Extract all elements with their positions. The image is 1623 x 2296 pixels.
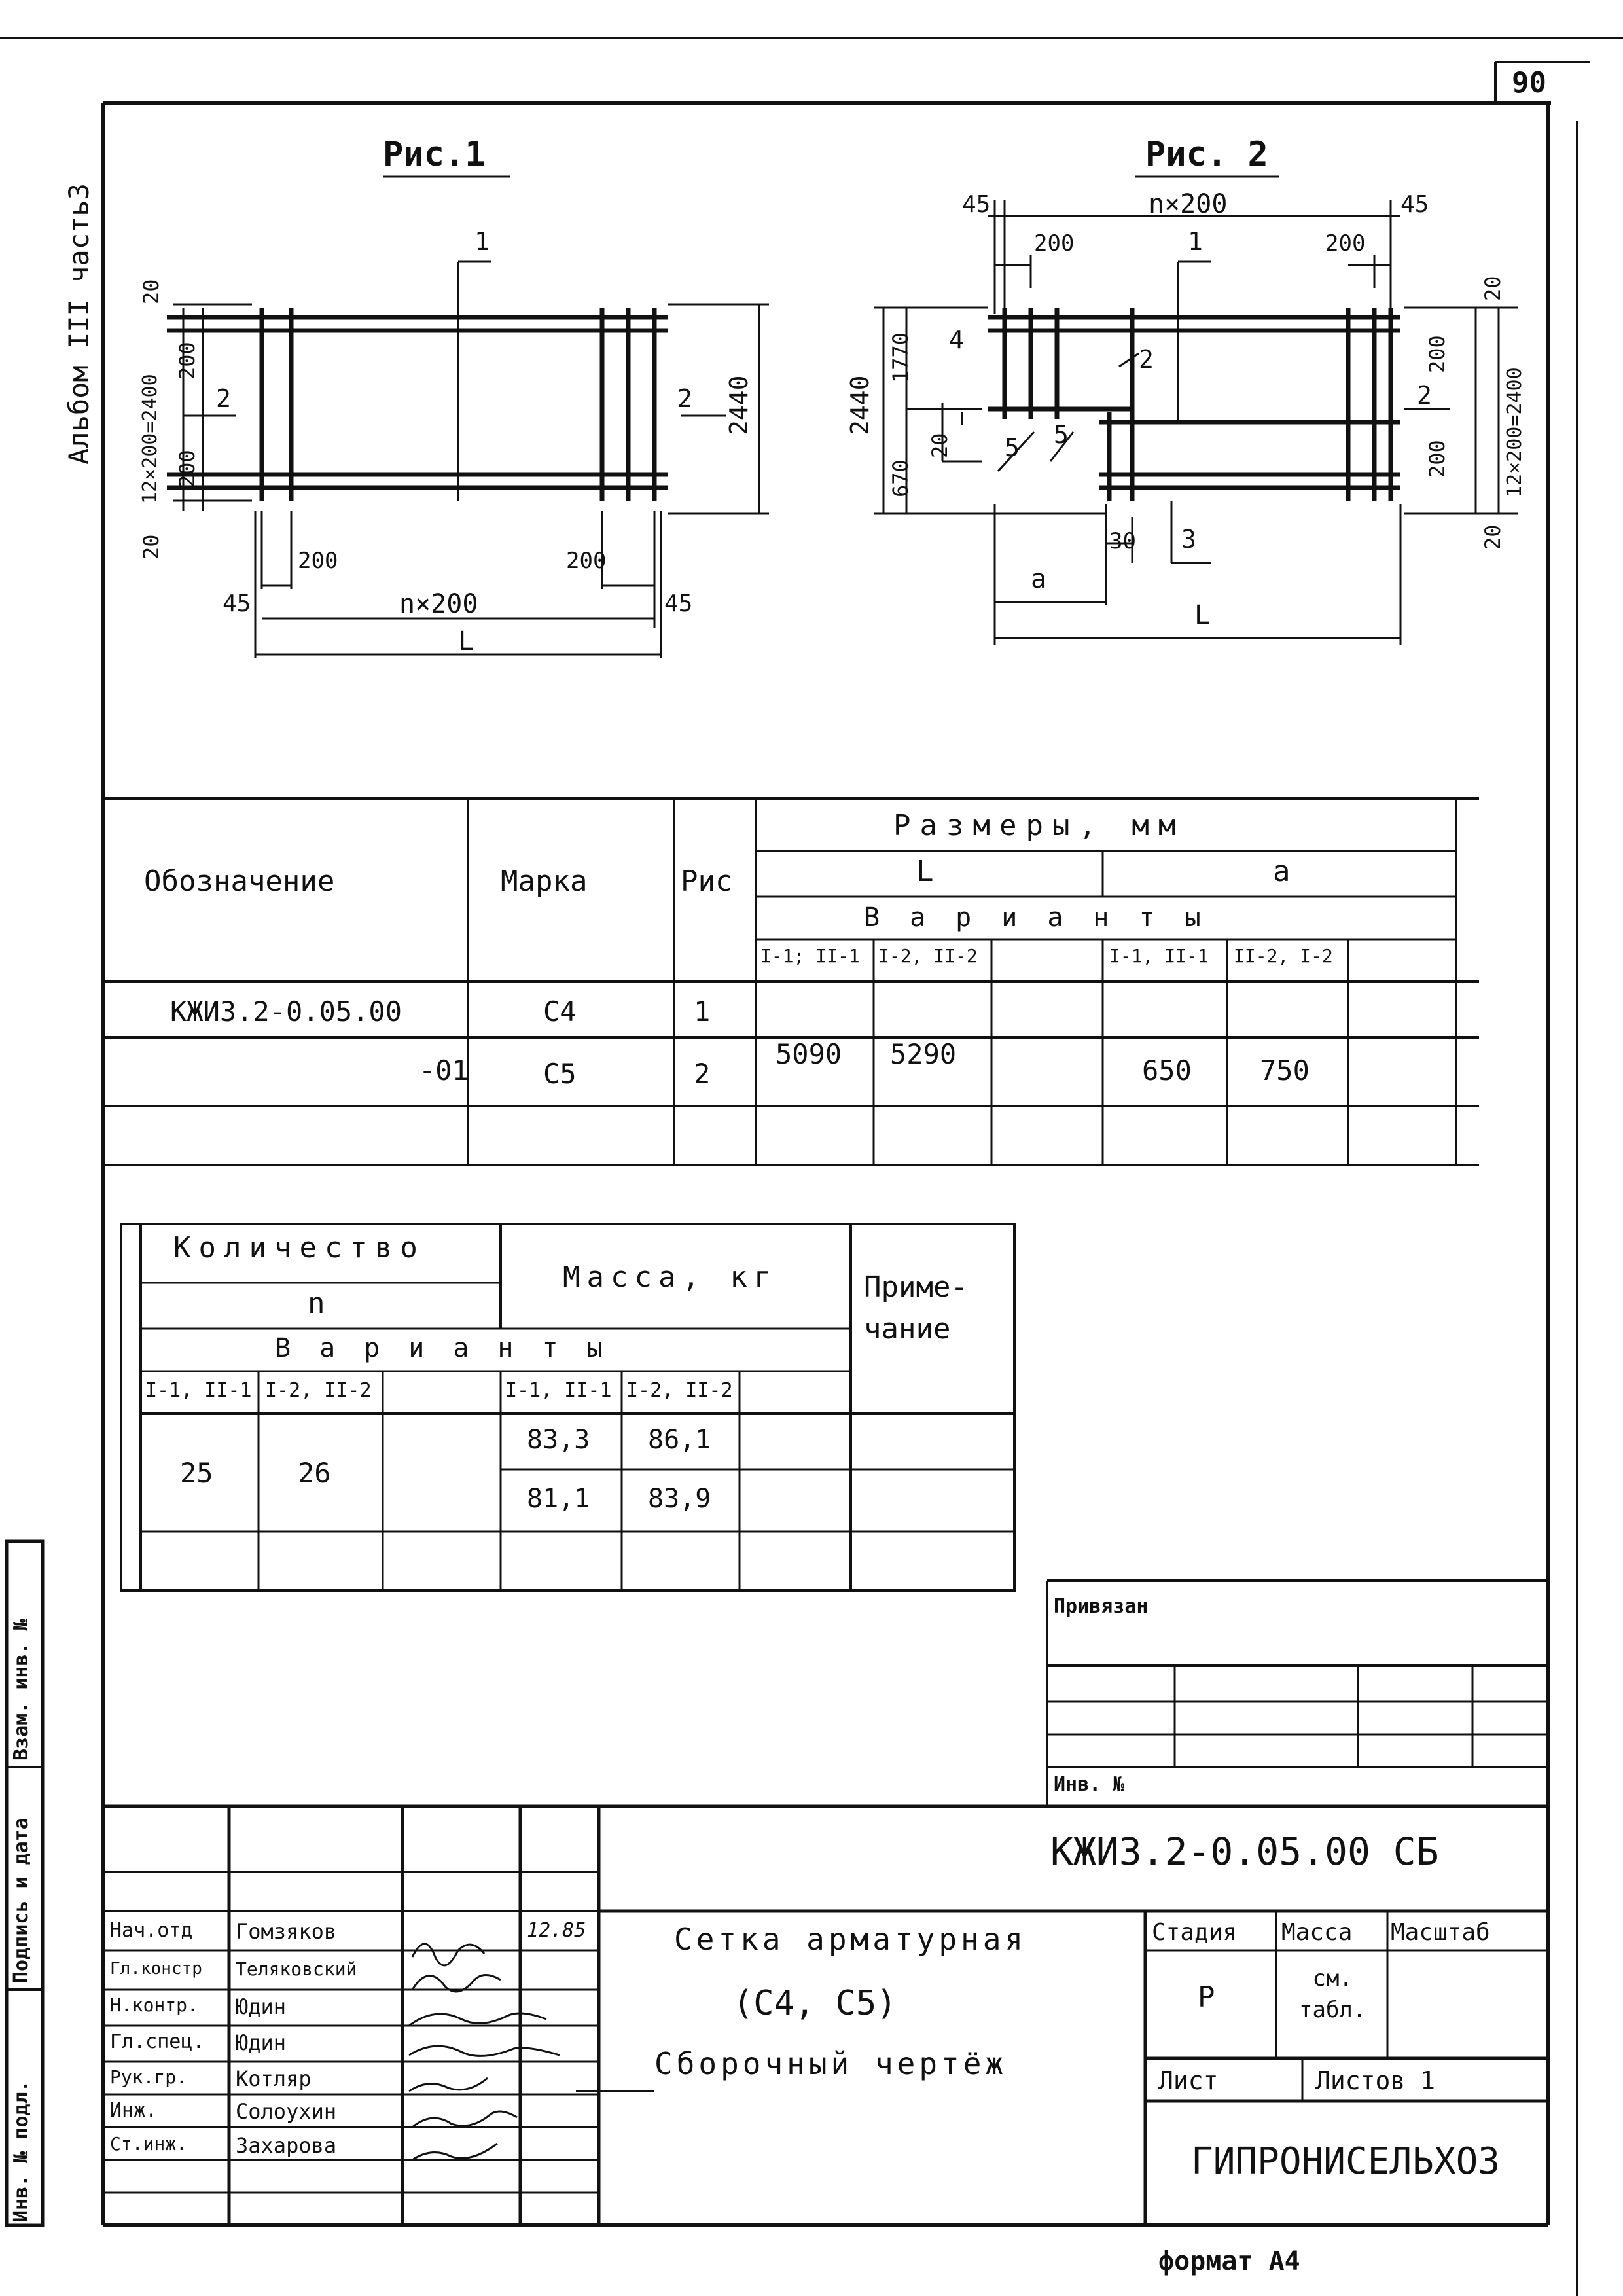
fig1-dim-L: L bbox=[458, 626, 474, 656]
page-number: 90 bbox=[1512, 66, 1546, 99]
role-1: Гл.констр bbox=[110, 1959, 202, 1979]
t1-a1: 650 bbox=[1142, 1054, 1192, 1086]
t2-n2: 26 bbox=[298, 1457, 331, 1489]
masshtab-header: Масштаб bbox=[1391, 1919, 1490, 1946]
fig2-dim-a: a bbox=[1031, 564, 1047, 594]
t1-row2-ris: 2 bbox=[694, 1058, 711, 1090]
t1-h-var: Варианты bbox=[864, 903, 1231, 933]
t1-L1: 5090 bbox=[776, 1038, 842, 1070]
doc-name-3: Сборочный чертёж bbox=[654, 2046, 1008, 2081]
t1-v4: II-2, I-2 bbox=[1234, 945, 1333, 967]
fig1-dim-grid: 12×200=2400 bbox=[139, 374, 162, 504]
name-3: Юдин bbox=[236, 2030, 287, 2055]
role-0: Нач.отд bbox=[110, 1919, 193, 1942]
fig2-label-5b: 5 bbox=[1054, 420, 1069, 449]
t1-L2: 5290 bbox=[890, 1038, 957, 1070]
fig2-dim-45l: 45 bbox=[962, 191, 991, 218]
fig2-dim-200l: 200 bbox=[1034, 230, 1075, 257]
t2-v3: I-1, II-1 bbox=[505, 1379, 612, 1402]
fig1-dim-200a: 200 bbox=[175, 342, 200, 380]
fig2-label-1: 1 bbox=[1188, 227, 1203, 256]
fig2-label-5a: 5 bbox=[1005, 433, 1020, 462]
name-2: Юдин bbox=[236, 1994, 287, 2019]
t2-h-prim: Приме- чание bbox=[864, 1270, 968, 1346]
fig2-dim-45r: 45 bbox=[1400, 191, 1429, 218]
t2-h-massa: Масса, кг bbox=[563, 1261, 778, 1294]
fig2-dim-2440: 2440 bbox=[846, 375, 874, 435]
fig2-dim-30: 30 bbox=[1109, 528, 1136, 554]
fig1-label-2l: 2 bbox=[216, 384, 231, 413]
role-3: Гл.спец. bbox=[110, 2030, 205, 2053]
fig2-dim-r20top: 20 bbox=[1480, 276, 1505, 301]
t1-v3: I-1, II-1 bbox=[1109, 945, 1209, 967]
fig1-dim-bottom: 20 bbox=[139, 534, 164, 560]
fig2-label-2: 2 bbox=[1139, 345, 1154, 374]
t1-v1: I-1; II-1 bbox=[760, 945, 860, 967]
fig2-dim-200r: 200 bbox=[1325, 230, 1366, 257]
fig1-dim-height: 2440 bbox=[724, 375, 753, 435]
t1-row1-ris: 1 bbox=[694, 996, 711, 1028]
doc-name-1: Сетка арматурная bbox=[674, 1922, 1027, 1957]
role-5: Инж. bbox=[110, 2099, 158, 2122]
t1-h-a: a bbox=[1273, 855, 1291, 888]
list-label: Лист bbox=[1158, 2066, 1219, 2095]
t1-h-L: L bbox=[916, 855, 934, 888]
fig1-dim-45l: 45 bbox=[223, 590, 251, 617]
massa-value: см. табл. bbox=[1299, 1965, 1366, 2023]
listov-label: Листов 1 bbox=[1315, 2066, 1436, 2095]
fig1-dim-top: 20 bbox=[139, 279, 164, 304]
org-name: ГИПРОНИСЕЛЬХОЗ bbox=[1191, 2140, 1501, 2183]
t2-m2a: 86,1 bbox=[648, 1425, 711, 1455]
t2-m1a: 83,3 bbox=[527, 1425, 590, 1455]
name-1: Теляковский bbox=[236, 1958, 357, 1980]
t1-a2: 750 bbox=[1260, 1054, 1310, 1086]
fig2-title: Рис. 2 bbox=[1145, 135, 1268, 174]
fig1-dim-45r: 45 bbox=[664, 590, 693, 617]
t1-row1-oboz: КЖИ3.2-0.05.00 bbox=[170, 996, 402, 1028]
fig2-dim-r20bot: 20 bbox=[1480, 524, 1505, 550]
fig2-dim-r200b: 200 bbox=[1425, 440, 1450, 478]
side-inv-podl: Инв. № подл. bbox=[10, 2080, 33, 2222]
t2-n1: 25 bbox=[180, 1457, 213, 1489]
role-2: Н.контр. bbox=[110, 1994, 198, 2016]
t1-h-ris: Рис bbox=[681, 865, 733, 898]
t2-h-kol: Количество bbox=[173, 1231, 425, 1265]
sign-date: 12.85 bbox=[527, 1919, 586, 1942]
role-4: Рук.гр. bbox=[110, 2066, 188, 2088]
t2-h-var: Варианты bbox=[275, 1333, 632, 1363]
t2-h-n: n bbox=[308, 1287, 325, 1320]
fig1-label-2r: 2 bbox=[677, 384, 692, 413]
fig1-title: Рис.1 bbox=[383, 135, 486, 174]
fig2-dim-L: L bbox=[1194, 600, 1211, 630]
side-podpis: Подпись и дата bbox=[10, 1818, 33, 1983]
fig2-dim-rgrid: 12×200=2400 bbox=[1503, 367, 1526, 497]
t1-h-oboz: Обозначение bbox=[144, 865, 335, 898]
fig1-dim-n: n×200 bbox=[399, 589, 478, 619]
t1-row2-oboz: -01 bbox=[419, 1054, 469, 1086]
fig2-dim-n: n×200 bbox=[1149, 189, 1228, 219]
doc-name-2: (С4, С5) bbox=[733, 1984, 897, 2023]
t1-h-marka: Марка bbox=[501, 865, 588, 898]
album-label: Альбом III часть3 bbox=[63, 183, 95, 465]
name-4: Котляр bbox=[236, 2066, 312, 2091]
fig2-label-2b: 2 bbox=[1417, 381, 1432, 410]
inv-label: Инв. № bbox=[1054, 1773, 1125, 1796]
fig1-dim-left200: 200 bbox=[298, 548, 338, 574]
t2-v1: I-1, II-1 bbox=[145, 1379, 252, 1402]
name-6: Захарова bbox=[236, 2133, 337, 2158]
fig1-dim-right200: 200 bbox=[566, 548, 607, 574]
t2-m1b: 81,1 bbox=[527, 1484, 590, 1514]
t2-v2: I-2, II-2 bbox=[265, 1379, 372, 1402]
t2-m2b: 83,9 bbox=[648, 1484, 711, 1514]
fig1-dim-200b: 200 bbox=[175, 450, 200, 488]
name-0: Гомзяков bbox=[236, 1919, 337, 1944]
t1-h-razm: Размеры, мм bbox=[893, 809, 1185, 842]
side-vzam: Взам. инв. № bbox=[10, 1619, 33, 1761]
t1-row1-marka: С4 bbox=[543, 996, 577, 1028]
fig1-label-1: 1 bbox=[474, 227, 490, 256]
fig2-label-3: 3 bbox=[1181, 525, 1196, 554]
fig2-dim-r200a: 200 bbox=[1425, 335, 1450, 373]
fig2-dim-20: 20 bbox=[927, 433, 952, 458]
name-5: Солоухин bbox=[236, 2099, 337, 2124]
massa-header: Масса bbox=[1281, 1919, 1353, 1946]
format-label: формат А4 bbox=[1158, 2246, 1300, 2276]
privyazan-label: Привязан bbox=[1054, 1595, 1149, 1618]
fig2-dim-670: 670 bbox=[888, 459, 913, 497]
t2-v4: I-2, II-2 bbox=[626, 1379, 733, 1402]
stadia-value: Р bbox=[1198, 1981, 1215, 2014]
doc-code: КЖИ3.2-0.05.00 СБ bbox=[1050, 1829, 1439, 1874]
fig2-label-4: 4 bbox=[949, 325, 964, 354]
stadia-header: Стадия bbox=[1152, 1919, 1238, 1946]
t1-v2: I-2, II-2 bbox=[878, 945, 978, 967]
fig2-dim-1770: 1770 bbox=[888, 332, 913, 383]
role-6: Ст.инж. bbox=[110, 2133, 188, 2155]
t1-row2-marka: С5 bbox=[543, 1058, 577, 1090]
